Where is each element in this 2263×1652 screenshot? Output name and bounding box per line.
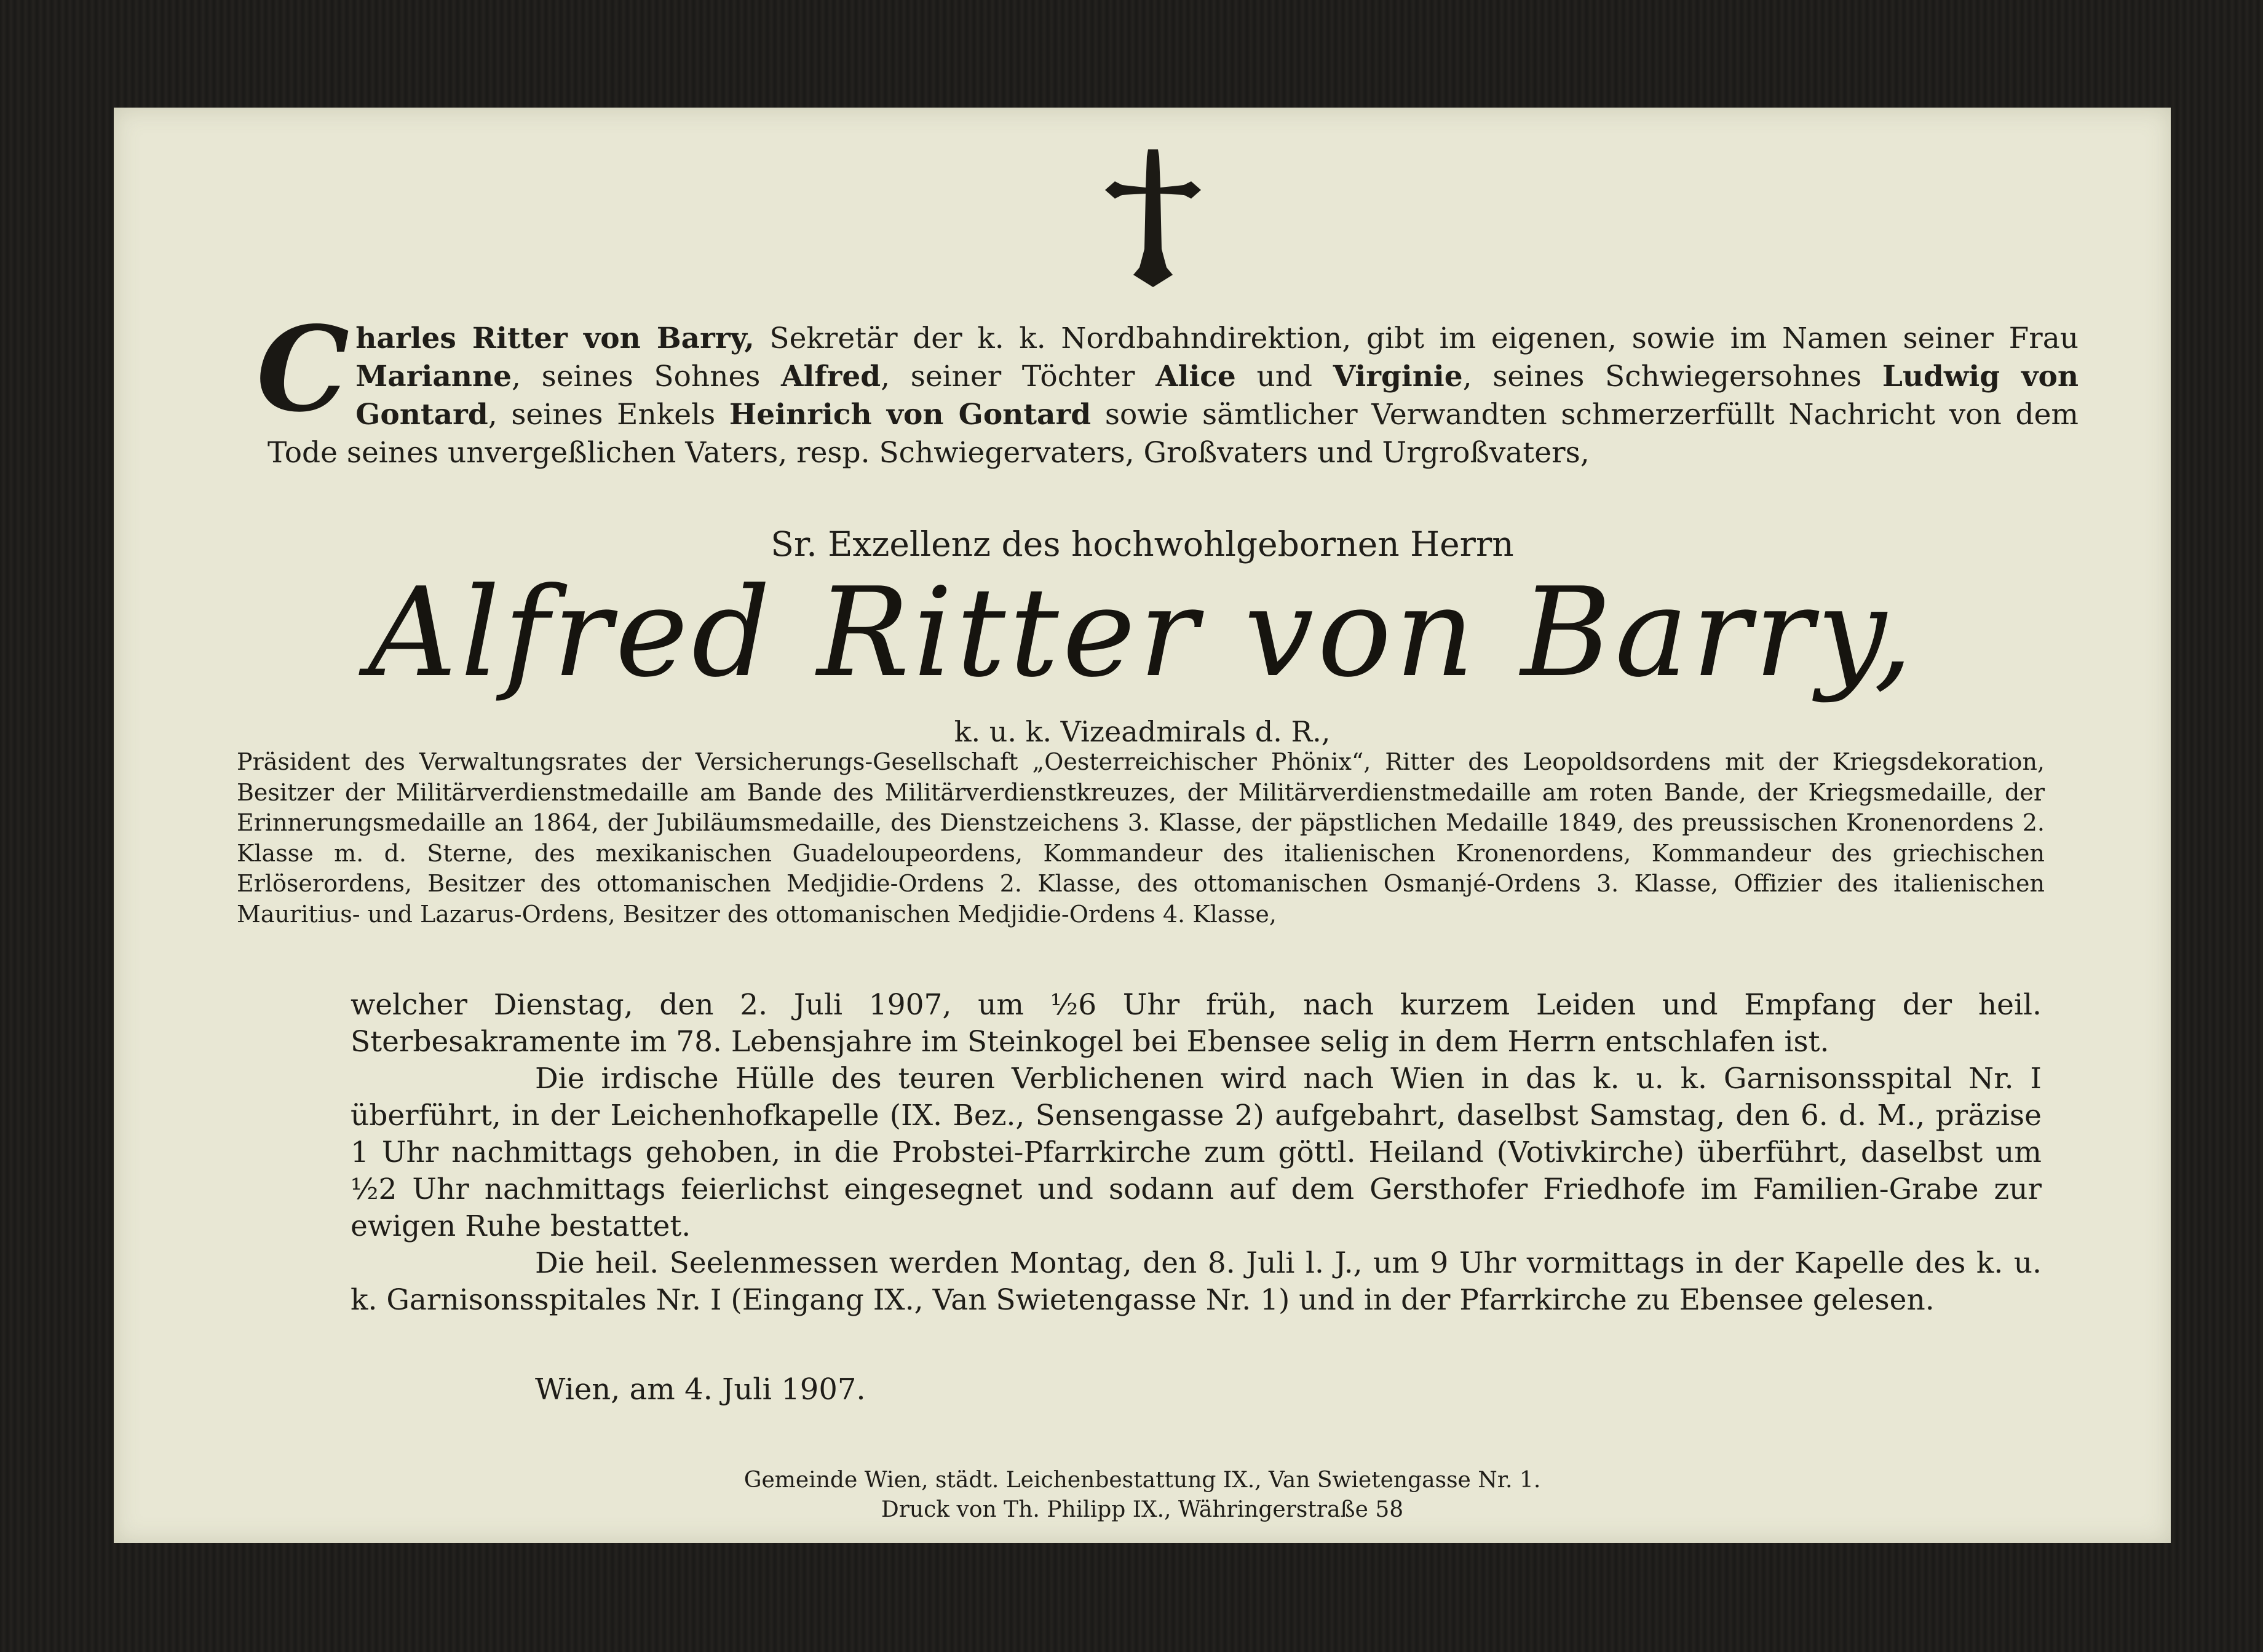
relative-name: Heinrich von Gontard [729,398,1092,432]
intro-text: , seines Sohnes [512,360,782,393]
drop-cap: C [256,301,350,438]
deceased-name: Alfred Ritter von Barry, [368,561,1917,705]
intro-text: , seiner Töchter [881,360,1156,393]
relative-name: Marianne [355,360,512,393]
relative-name: Virginie [1333,360,1463,393]
rank-line: k. u. k. Vizeadmirals d. R., [954,715,1331,748]
relative-name: Alfred [781,360,881,393]
titles-paragraph: Präsident des Verwaltungsrates der Versicherungs-Gesellschaft „Oesterreichischer Phönix“, Ritter des Leopoldsordens mit der Kriegsdekoration, Besitzer der Militärverdienstmedaille am Bande des Militärverdienstkreuzes, der Militärverdienstmedaille am roten Bande, der Kriegsmedaille, der Erinnerungsmedaille an 1864, der Jubiläumsmedaille, des Dienstzeichens 3. Klasse, der päpstlichen Medaille 1849, des preussischen Kronenordens 2. Klasse m. d. Sterne, des mexikanischen Guadeloupeordens, Kommandeur des italienischen Kronenordens, Kommandeur des griechischen Erlöserordens, Besitzer des ottomanischen Medjidie-Ordens 2. Klasse, des ottomanischen Osmanjé-Ordens 3. Klasse, Offizier des italienischen Mauritius- und Lazarus-Ordens, Besitzer des ottomanischen Medjidie-Ordens 4. Klasse, [237,748,2045,928]
relative-name: Alice [1155,360,1236,393]
intro-text: , seines Enkels [488,398,729,432]
body-text [351,987,2042,1319]
mass-paragraph: Die heil. Seelenmessen werden Montag, den 8. Juli l. J., um 9 Uhr vormittags in der Kapelle des k. u. k. Garnisonsspitales Nr. I (Eingang IX., Van Swietengasse Nr. 1) und in der Pfarrkirche zu Ebensee gelesen. [351,1246,2042,1317]
relative-name: Ludwig von Gontard [355,360,2079,432]
footer-printer: Druck von Th. Philipp IX., Währingerstraße 58 [881,1497,1404,1522]
place-date: Wien, am 4. Juli 1907. [535,1372,866,1407]
intro-text: Sekretär der k. k. Nordbahndirektion, gibt im eigenen, sowie im Namen seiner Frau [754,322,2079,355]
obituary-notice [114,108,2171,1543]
footer-undertaker: Gemeinde Wien, städt. Leichenbestattung IX., Van Swietengasse Nr. 1. [743,1468,1541,1493]
cross-icon [1092,144,1215,292]
intro-text: und [1235,360,1333,393]
intro-text: sowie sämtlicher Verwandten schmerzerfüllt Nachricht von dem Tode seines unvergeßlichen Vaters, resp. Schwiegervaters, Großvaters und Urgroßvaters, [268,398,2079,470]
intro-paragraph [256,301,2079,472]
honorific-line: Sr. Exzellenz des hochwohlgebornen Herrn [771,524,1514,564]
sender-name: harles Ritter von Barry, [355,322,755,355]
intro-text: , seines Schwiegersohnes [1462,360,1882,393]
funeral-paragraph: Die irdische Hülle des teuren Verblichenen wird nach Wien in das k. u. k. Garnisonsspital Nr. I überführt, in der Leichenhofkapelle (IX. Bez., Sensengasse 2) aufgebahrt, daselbst Samstag, den 6. d. M., präzise 1 Uhr nachmittags gehoben, in die Probstei-Pfarrkirche zum göttl. Heiland (Votivkirche) überführt, daselbst um ½2 Uhr nachmittags feierlichst eingesegnet und sodann auf dem Gersthofer Friedhofe im Familien-Grabe zur ewigen Ruhe bestattet. [351,1062,2042,1243]
death-paragraph: welcher Dienstag, den 2. Juli 1907, um ½6 Uhr früh, nach kurzem Leiden und Empfang der heil. Sterbesakramente im 78. Lebensjahre im Steinkogel bei Ebensee selig in dem Herrn entschlafen ist. [351,988,2042,1059]
